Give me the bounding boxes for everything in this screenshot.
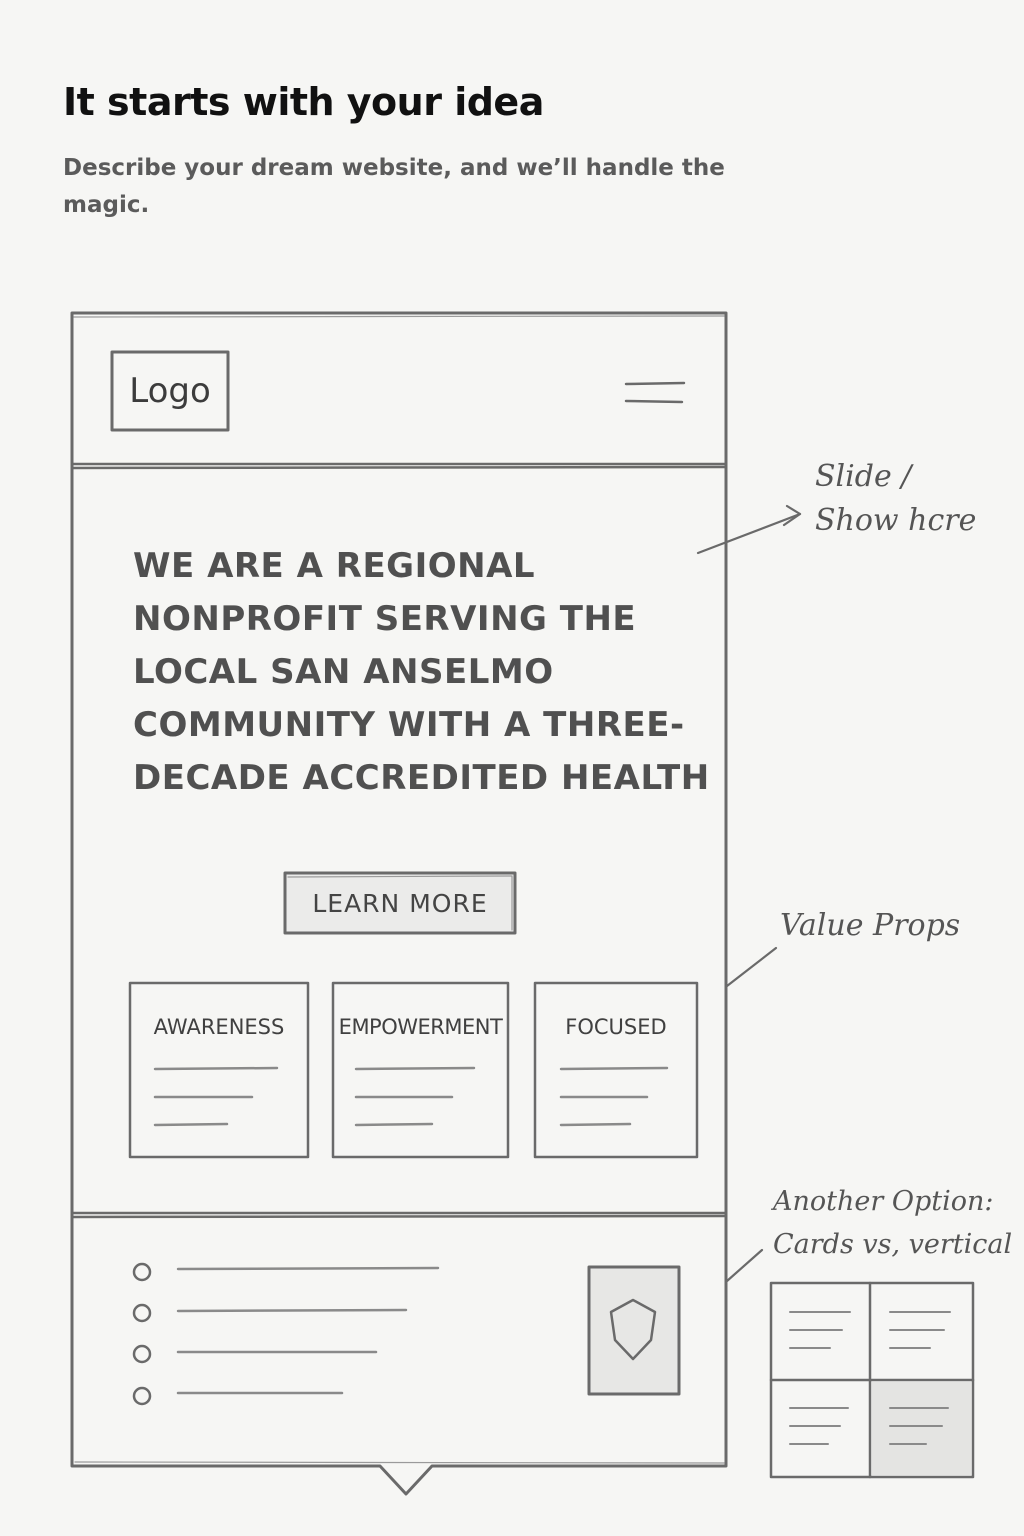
learn-more-button: LEARN MORE [312, 888, 488, 918]
list-section-divider [72, 1213, 726, 1217]
hamburger-menu-icon [626, 383, 684, 402]
annotation-another-line2: Cards vs, vertical [773, 1229, 1013, 1260]
value-card-lines [155, 1068, 667, 1125]
annotation-value-props: Value Props [780, 908, 961, 943]
logo-label: Logo [129, 371, 211, 411]
hero-text: WE ARE A REGIONAL NONPROFIT SERVING THE LOCAL SAN ANSELMO COMMUNITY WITH A THREE-DECADE ACCREDITED HEALTH [133, 546, 710, 798]
value-card-awareness-title: AWARENESS [153, 1015, 285, 1039]
annotation-slide-line2: Show hcre [815, 503, 977, 538]
page-subtitle: Describe your dream website, and we’ll handle the magic. [63, 155, 725, 218]
annotation-slide [815, 455, 976, 543]
annotation-another-line1: Another Option: [773, 1186, 994, 1217]
annotation-slide-line1: Slide / [815, 459, 912, 494]
value-card-empowerment-title: EMPOWERMENT [338, 1015, 503, 1039]
header-divider [72, 464, 726, 468]
annotation-another-option [773, 1180, 1012, 1266]
image-placeholder [589, 1267, 679, 1394]
value-card-focused-title: FOCUSED [565, 1015, 667, 1039]
page-title: It starts with your idea [63, 80, 544, 124]
bullet-list [134, 1264, 438, 1404]
